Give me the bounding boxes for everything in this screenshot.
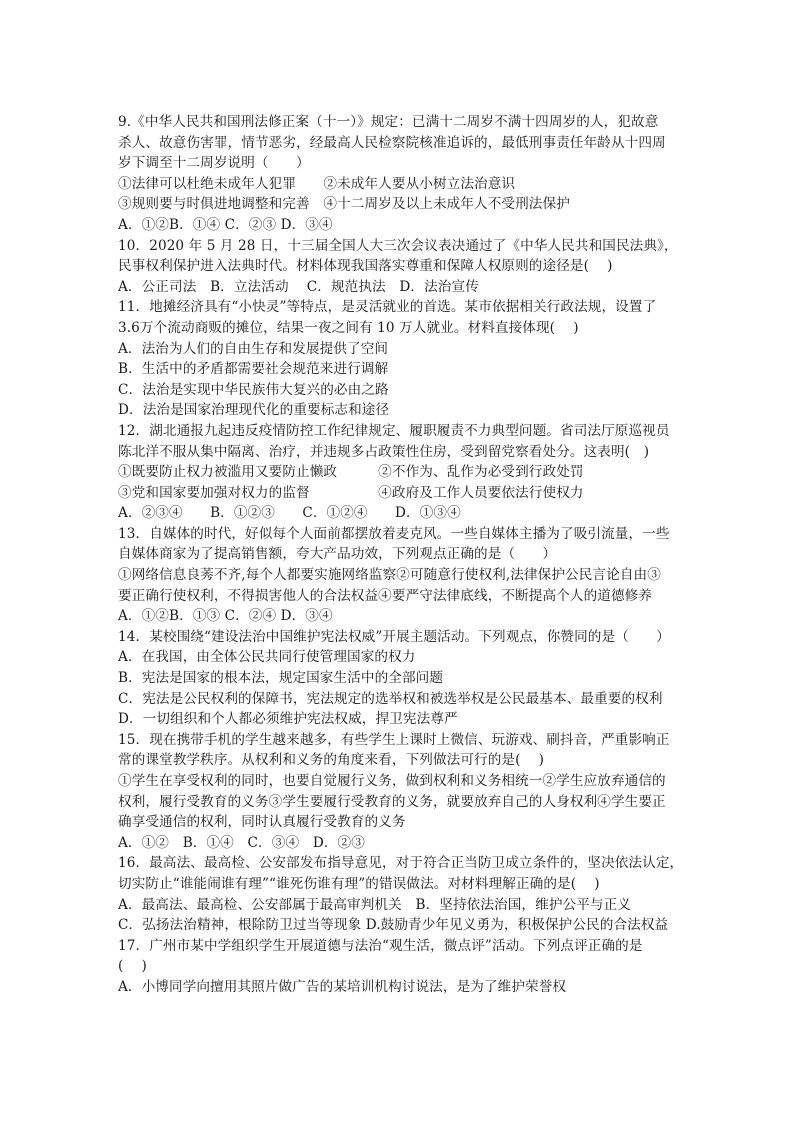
document-page [118, 112, 683, 998]
q14-option-d: D．一切组织和个人都必须维护宪法权威，捍卫宪法尊严 [118, 711, 458, 728]
q10-stem-line-2: 民事权利保护进入法典时代。材料体现我国落实尊重和保障人权原则的途径是( ) [118, 258, 613, 275]
q9-options: A．①②B．①④ C．②③ D．③④ [118, 216, 333, 233]
q15-stem-line-2: 常的课堂教学秩序。从权利和义务的角度来看，下列做法可行的是( ) [118, 752, 545, 769]
q15-statements-2: 权利，履行受教育的义务③学生要履行受教育的义务，就要放弃自己的人身权利④学生要正 [118, 793, 666, 810]
q11-stem-line-1: 11．地摊经济具有“小快灵”等特点，是灵活就业的首选。某市依据相关行政法规，设置了 [118, 299, 657, 316]
q11-option-b: B．生活中的矛盾都需要社会规范来进行调解 [118, 361, 389, 378]
q11-option-d: D．法治是国家治理现代化的重要标志和途径 [118, 402, 390, 419]
q12-stem-line-1: 12．湖北通报九起违反疫情防控工作纪律规定、履职履责不力典型问题。省司法厅原巡视员 [118, 422, 670, 439]
q13-statements-2: 要正确行使权利，不得损害他人的合法权益④要严守法律底线，不断提高个人的道德修养 [118, 587, 653, 604]
q9-stem-line-2: 杀人、故意伤害罪，情节恶劣，经最高人民检察院核准追诉的，最低刑事责任年龄从十四周 [118, 134, 666, 151]
q13-stem-line-2: 自媒体商家为了提高销售额，夸大产品功效，下列观点正确的是（ ） [118, 546, 557, 563]
q15-options: A．①② B．①④ C．③④ D．②③ [118, 834, 365, 851]
q11-option-a: A．法治为人们的自由生存和发展提供了空间 [118, 340, 389, 357]
q10-options: A．公正司法 B．立法活动 C．规范执法 D．法治宣传 [118, 278, 479, 295]
q14-option-b: B．宪法是国家的根本法，规定国家生活中的全部问题 [118, 670, 444, 687]
q12-stem-line-2: 陈北洋不服从集中隔离、治疗，并违规多占政策性住房，受到留党察看处分。这表明( ) [118, 443, 650, 460]
q11-option-c: C．法治是实现中华民族伟大复兴的必由之路 [118, 381, 389, 398]
q17-option-a: A．小博同学向擅用其照片做广告的某培训机构讨说法，是为了维护荣誉权 [118, 978, 567, 995]
q17-stem-line-1: 17．广州市某中学组织学生开展道德与法治“观生活，微点评”活动。下列点评正确的是 [118, 937, 643, 954]
q9-stem-line-1: 9.《中华人民共和国刑法修正案（十一）》规定：已满十二周岁不满十四周岁的人，犯故意 [118, 114, 659, 130]
q14-option-c: C．宪法是公民权利的保障书，宪法规定的选举权和被选举权是公民最基本、最重要的权利 [118, 690, 663, 707]
q13-options: A．①②B．①③ C．②④ D．③④ [118, 608, 333, 625]
q9-statements-2: ③规则要与时俱进地调整和完善 ④十二周岁及以上未成年人不受刑法保护 [118, 196, 570, 213]
q16-options-ab: A．最高法、最高检、公安部属于最高审判机关 B．坚持依法治国，维护公平与正义 [118, 896, 631, 913]
q12-options: A．②③④ B．①②③ C．①②④ D．①③④ [118, 505, 461, 522]
q13-statements-1: ①网络信息良莠不齐,每个人都要实施网络监察②可随意行使权利,法律保护公民言论自由③ [118, 567, 661, 584]
q17-stem-line-2: ( ) [118, 958, 147, 975]
q12-statements-2: ③党和国家要加强对权力的监督 ④政府及工作人员要依法行使权力 [118, 484, 584, 501]
q15-stem-line-1: 15．现在携带手机的学生越来越多，有些学生上课时上微信、玩游戏、刷抖音，严重影响正 [118, 731, 670, 748]
q16-stem-line-1: 16．最高法、最高检、公安部发布指导意见，对于符合正当防卫成立条件的，坚决依法认定， [118, 855, 683, 872]
q11-stem-line-2: 3.6万个流动商贩的摊位，结果一夜之间有 10 万人就业。材料直接体现( ) [118, 319, 579, 336]
q10-stem-line-1: 10．2020 年 5 月 28 日，十三届全国人大三次会议表决通过了《中华人民共和国民法典》， [118, 237, 678, 254]
q16-options-cd: C．弘扬法治精神，根除防卫过当等现象 D.鼓励青少年见义勇为，积极保护公民的合法权益 [118, 917, 669, 934]
q15-statements-1: ①学生在享受权利的同时，也要自觉履行义务，做到权利和义务相统一②学生应放弃通信的 [118, 773, 666, 789]
q9-stem-line-3: 岁下调至十二周岁说明（ ） [118, 155, 310, 172]
q13-stem-line-1: 13．自媒体的时代，好似每个人面前都摆放着麦克风。一些自媒体主播为了吸引流量，一些 [118, 525, 670, 542]
q16-stem-line-2: 切实防止“谁能闹谁有理”“谁死伤谁有理”的错误做法。对材料理解正确的是( ) [118, 875, 600, 892]
q14-stem: 14．某校围绕“建设法治中国维护宪法权威”开展主题活动。下列观点，你赞同的是（ ） [118, 628, 670, 645]
q9-statements-1: ①法律可以杜绝未成年人犯罪 ②未成年人要从小树立法治意识 [118, 175, 516, 192]
q12-statements-1: ①既要防止权力被滥用又要防止懒政 ②不作为、乱作为必受到行政处罚 [118, 464, 584, 481]
q15-statements-3: 确享受通信的权利，同时认真履行受教育的义务 [118, 814, 406, 831]
q14-option-a: A．在我国，由全体公民共同行使管理国家的权力 [118, 649, 416, 666]
